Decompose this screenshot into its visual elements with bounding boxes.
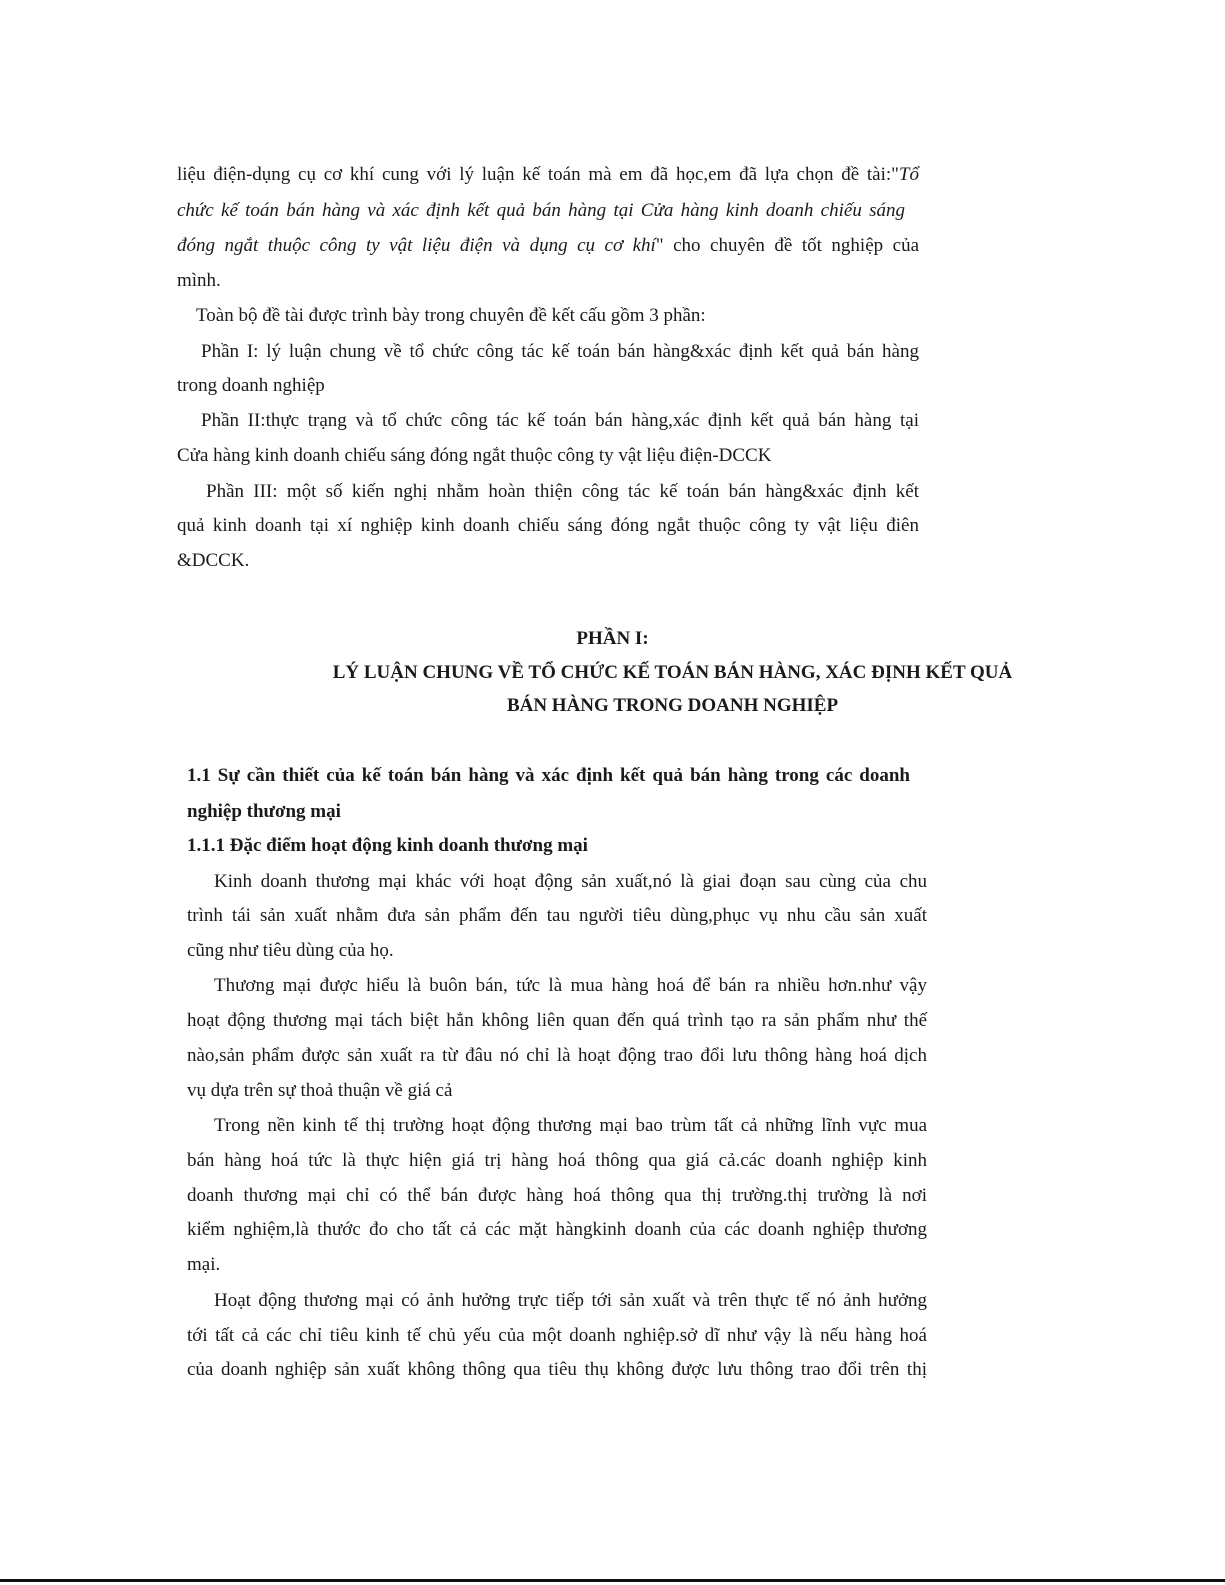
chapter-title-line-1: LÝ LUẬN CHUNG VỀ TỔ CHỨC KẾ TOÁN BÁN HÀNG, XÁC ĐỊNH KẾT QUẢ <box>332 662 1013 683</box>
p2-line-3: nào,sản phẩm được sản xuất ra từ đâu nó chỉ là hoạt động trao đổi lưu thông hàng hoá dịch <box>187 1045 927 1066</box>
p1-line-1: Kinh doanh thương mại khác với hoạt động sản xuất,nó là giai đoạn sau cùng của chu <box>214 871 927 892</box>
p3-line-5: mại. <box>187 1254 221 1275</box>
p1-line-2: trình tái sản xuất nhằm đưa sản phẩm đến tau người tiêu dùng,phục vụ nhu cầu sản xuất <box>187 905 927 926</box>
part3-line-3: &DCCK. <box>177 550 250 571</box>
p3-line-2: bán hàng hoá tức là thực hiện giá trị hàng hoá thông qua giá cả.các doanh nghiệp kinh <box>187 1150 927 1171</box>
part3-line-2: quả kinh doanh tại xí nghiệp kinh doanh chiếu sáng đóng ngắt thuộc công ty vật liệu điên <box>177 515 919 536</box>
section-1-1-line-2: nghiệp thương mại <box>187 801 341 822</box>
intro-line-1-italic: Tổ <box>898 164 919 185</box>
part1-line-2: trong doanh nghiệp <box>177 375 325 396</box>
p2-line-2: hoạt động thương mại tách biệt hẳn không liên quan đến quá trình tạo ra sản phẩm như thế <box>187 1010 927 1031</box>
intro-line-1-text: liệu điện-dụng cụ cơ khí cung với lý luận kế toán mà em đã học,em đã lựa chọn đề tài:" <box>177 164 899 185</box>
part1-line-1: Phần I: lý luận chung về tổ chức công tác kế toán bán hàng&xác định kết quả bán hàng <box>201 341 919 362</box>
intro-line-2: chức kế toán bán hàng và xác định kết quả bán hàng tại Cửa hàng kinh doanh chiếu sáng <box>177 200 905 221</box>
p2-line-1: Thương mại được hiểu là buôn bán, tức là mua hàng hoá để bán ra nhiều hơn.như vậy <box>214 975 927 996</box>
intro-line-3-text: " cho chuyên đề tốt nghiệp của <box>655 235 920 256</box>
p3-line-1: Trong nền kinh tế thị trường hoạt động thương mại bao trùm tất cả những lĩnh vực mua <box>214 1115 927 1136</box>
p4-line-1: Hoạt động thương mại có ảnh hưởng trực tiếp tới sản xuất và trên thực tế nó ảnh hưởng <box>214 1290 927 1311</box>
p1-line-3: cũng như tiêu dùng của họ. <box>187 940 394 961</box>
p4-line-3: của doanh nghiệp sản xuất không thông qua tiêu thụ không được lưu thông trao đổi trên thị <box>187 1359 927 1380</box>
section-1-1-line-1: 1.1 Sự cần thiết của kế toán bán hàng và xác định kết quả bán hàng trong các doanh <box>187 765 910 786</box>
part2-line-1: Phần II:thực trạng và tổ chức công tác kế toán bán hàng,xác định kết quả bán hàng tại <box>201 410 919 431</box>
part2-line-2: Cửa hàng kinh doanh chiếu sáng đóng ngắt thuộc công ty vật liệu điện-DCCK <box>177 445 772 466</box>
p4-line-2: tới tất cả các chỉ tiêu kinh tế chủ yếu của một doanh nghiệp.sở dĩ như vậy là nếu hàng hoá <box>187 1325 927 1346</box>
intro-line-3-italic: đóng ngắt thuộc công ty vật liệu điện và dụng cụ cơ khí <box>177 235 656 256</box>
section-1-1-1: 1.1.1 Đặc điểm hoạt động kinh doanh thương mại <box>187 835 588 856</box>
intro-line-4: mình. <box>177 270 221 291</box>
p3-line-3: doanh thương mại chỉ có thể bán được hàng hoá thông qua thị trường.thị trường là nơi <box>187 1185 927 1206</box>
p3-line-4: kiểm nghiệm,là thước đo cho tất cả các mặt hàngkinh doanh của các doanh nghiệp thương <box>187 1219 927 1240</box>
chapter-label: PHẦN I: <box>576 628 649 649</box>
part3-line-1: Phần III: một số kiến nghị nhằm hoàn thiện công tác kế toán bán hàng&xác định kết <box>206 481 919 502</box>
chapter-title-line-2: BÁN HÀNG TRONG DOANH NGHIỆP <box>506 695 839 716</box>
intro-line-1 <box>177 164 919 186</box>
page-bottom-rule <box>0 1579 1225 1582</box>
intro-line-3 <box>177 235 919 257</box>
p2-line-4: vụ dựa trên sự thoả thuận về giá cả <box>187 1080 453 1101</box>
structure-lead: Toàn bộ đề tài được trình bày trong chuyên đề kết cấu gồm 3 phần: <box>196 305 706 326</box>
